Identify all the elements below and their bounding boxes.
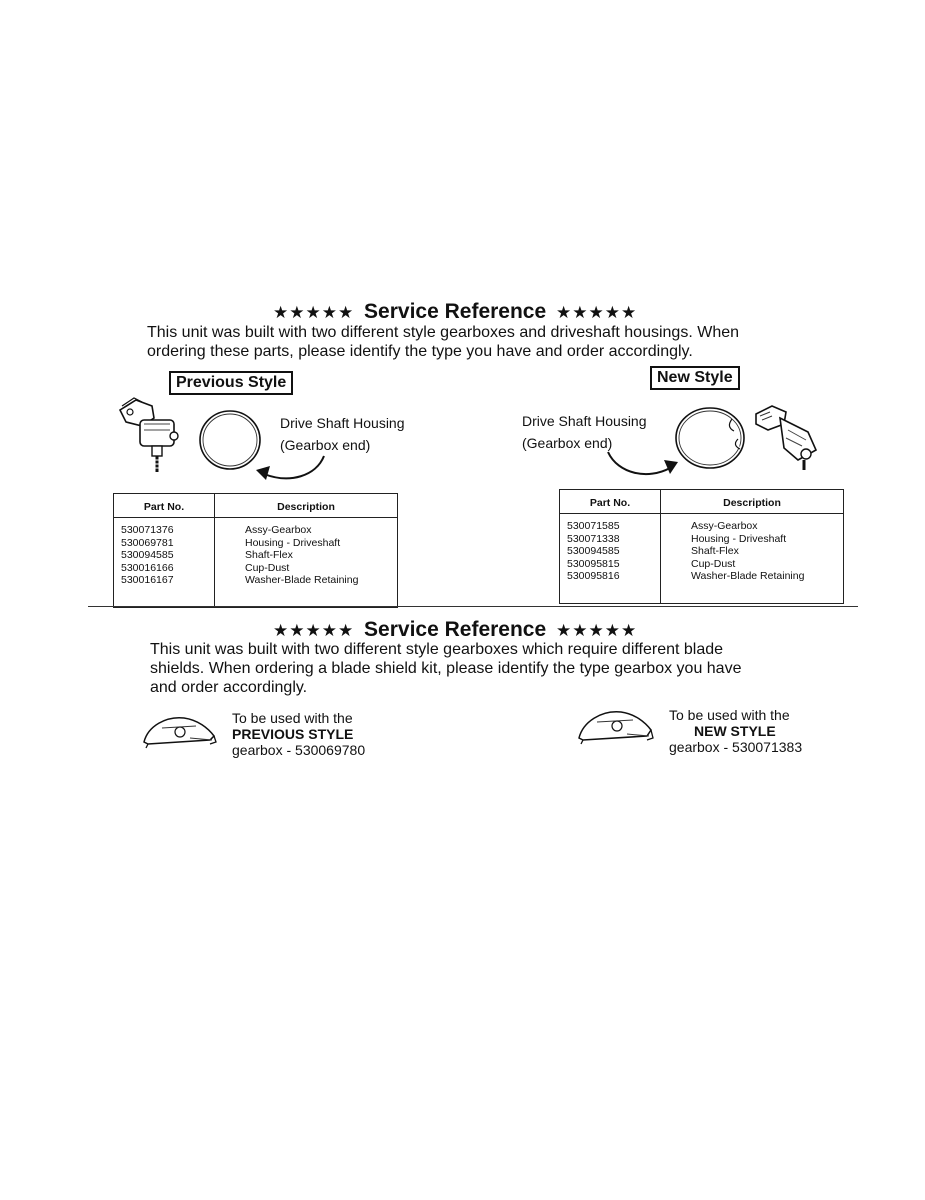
previous-desc-column: [215, 518, 398, 608]
new-style-label: New Style: [650, 366, 740, 390]
section2-heading: [273, 618, 637, 642]
section2-title: Service Reference: [364, 618, 547, 641]
previous-housing-sub: (Gearbox end): [280, 437, 371, 453]
new-part-no: 530095815: [567, 557, 620, 570]
new-header-desc: Description: [661, 490, 844, 514]
previous-part-desc: Assy-Gearbox: [245, 524, 312, 536]
new-housing-ring: [672, 405, 748, 471]
new-part-desc: Shaft-Flex: [691, 545, 739, 557]
new-part-desc: Washer-Blade Retaining: [691, 570, 805, 582]
new-part-no: 530071585: [567, 520, 620, 532]
new-parts-table: [559, 489, 844, 604]
new-part-no: 530095816: [567, 570, 620, 582]
new-part-no: 530094585: [567, 545, 620, 557]
new-kit-style: NEW STYLE: [694, 723, 776, 739]
section1-title: Service Reference: [364, 300, 547, 323]
previous-part-desc: Cup-Dust: [245, 561, 290, 574]
previous-style-label: Previous Style: [169, 371, 293, 395]
section1-intro: [147, 323, 739, 361]
new-kit-line1: To be used with the: [669, 707, 790, 723]
new-desc-column: [661, 514, 844, 604]
new-part-desc: Cup-Dust: [691, 557, 736, 570]
previous-header-desc: Description: [215, 494, 398, 518]
new-gearbox-illustration: [750, 404, 828, 474]
intro-line-2: ordering these parts, please identify the type you have and order accordingly.: [147, 343, 693, 360]
intro-line-1: This unit was built with two different style gearboxes which require different blade: [150, 641, 724, 658]
intro-line-2: shields. When ordering a blade shield kit, please identify the type gearbox you have: [150, 660, 742, 677]
previous-part-desc: Shaft-Flex: [245, 549, 293, 561]
previous-arrow-icon: [252, 452, 328, 488]
intro-line-1: This unit was built with two different style gearboxes and driveshaft housings. When: [147, 324, 740, 341]
new-kit-text: [669, 707, 802, 755]
new-part-column: [560, 514, 661, 604]
section-divider: [88, 606, 858, 607]
section2-intro: [150, 640, 741, 697]
stars-left: ★★★★★: [273, 621, 355, 640]
previous-header-part: Part No.: [114, 494, 215, 518]
section1-heading: [273, 300, 637, 324]
previous-kit-line1: To be used with the: [232, 710, 353, 726]
stars-right: ★★★★★: [556, 303, 638, 322]
stars-right: ★★★★★: [556, 621, 638, 640]
previous-kit-gearbox: gearbox - 530069780: [232, 742, 366, 758]
previous-gearbox-illustration: [112, 396, 184, 476]
previous-part-no: 530069781: [121, 536, 174, 549]
previous-housing-title: Drive Shaft Housing: [280, 415, 405, 431]
previous-parts-table: [113, 493, 398, 608]
previous-part-no: 530071376: [121, 524, 174, 536]
previous-housing-label: [280, 412, 405, 456]
previous-kit-style: PREVIOUS STYLE: [232, 726, 354, 742]
new-header-part: Part No.: [560, 490, 661, 514]
new-kit-gearbox: gearbox - 530071383: [669, 739, 803, 755]
previous-part-no: 530016166: [121, 561, 174, 574]
previous-part-desc: Housing - Driveshaft: [245, 536, 341, 549]
previous-part-column: [114, 518, 215, 608]
new-housing-sub: (Gearbox end): [522, 435, 613, 451]
stars-left: ★★★★★: [273, 303, 355, 322]
previous-blade-shield-illustration: [140, 714, 220, 748]
previous-part-no: 530094585: [121, 549, 174, 561]
new-blade-shield-illustration: [575, 708, 657, 744]
new-part-no: 530071338: [567, 532, 620, 545]
new-housing-title: Drive Shaft Housing: [522, 413, 647, 429]
intro-line-3: and order accordingly.: [150, 679, 308, 696]
new-part-desc: Assy-Gearbox: [691, 520, 758, 532]
previous-part-no: 530016167: [121, 574, 174, 586]
previous-kit-text: [232, 710, 365, 758]
previous-part-desc: Washer-Blade Retaining: [245, 574, 359, 586]
new-part-desc: Housing - Driveshaft: [691, 532, 787, 545]
